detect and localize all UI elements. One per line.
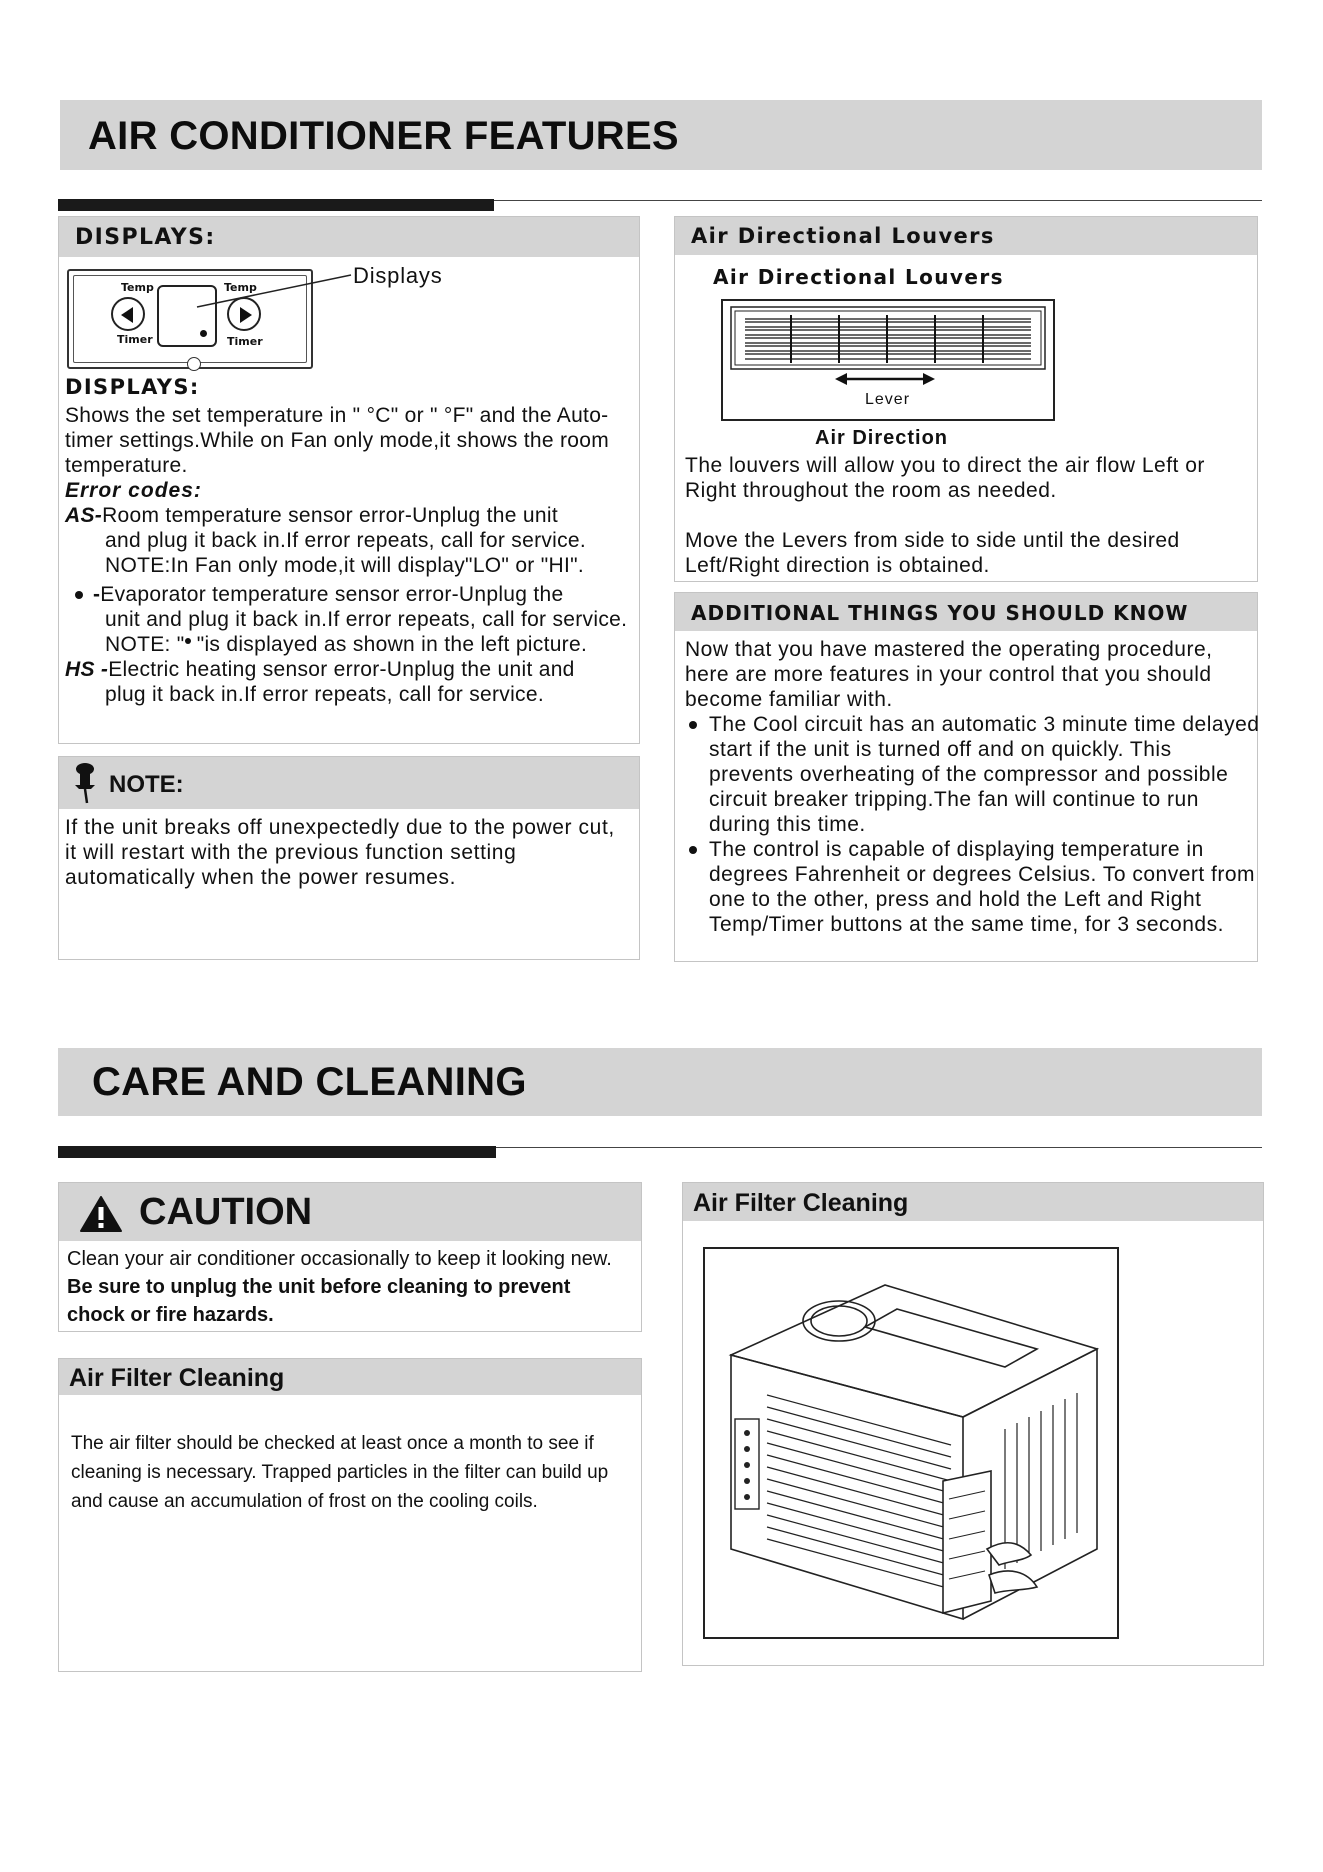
lever-label: Lever bbox=[865, 391, 911, 408]
filter-right-header-label: Air Filter Cleaning bbox=[693, 1189, 909, 1217]
additional-header bbox=[675, 593, 1257, 631]
error-codes-label: Error codes: bbox=[65, 479, 202, 502]
additional-header-label: ADDITIONAL THINGS YOU SHOULD KNOW bbox=[691, 601, 1189, 625]
error-evap bbox=[65, 582, 635, 607]
evap-note-a: NOTE: " bbox=[105, 633, 185, 656]
error-hs-code: HS - bbox=[65, 658, 109, 681]
callout-leader-line bbox=[59, 217, 641, 377]
additional-intro: Now that you have mastered the operating procedure, here are more features in your control that you should become familiar with. bbox=[685, 638, 1213, 711]
filter-left-header-label: Air Filter Cleaning bbox=[69, 1364, 285, 1392]
note-box bbox=[58, 756, 640, 960]
care-section-header bbox=[58, 1048, 1262, 1116]
evap-dot-icon bbox=[75, 591, 83, 599]
error-as bbox=[65, 503, 635, 528]
features-title: AIR CONDITIONER FEATURES bbox=[88, 114, 679, 158]
error-evap-code: - bbox=[93, 583, 101, 606]
caution-header bbox=[59, 1183, 641, 1241]
displays-callout: Displays bbox=[353, 263, 443, 288]
care-rule-thin bbox=[496, 1147, 1262, 1148]
louvers-header-label: Air Directional Louvers bbox=[691, 224, 995, 248]
caution-header-label: CAUTION bbox=[139, 1191, 313, 1233]
error-hs-text: Electric heating sensor error-Unplug the unit and bbox=[108, 658, 575, 681]
caution-text bbox=[67, 1245, 627, 1329]
displays-header-label: DISPLAYS: bbox=[75, 225, 216, 250]
filter-left-header bbox=[59, 1359, 641, 1395]
note-header-label: NOTE: bbox=[109, 771, 184, 798]
note-header bbox=[59, 757, 639, 809]
additional-text bbox=[685, 637, 1261, 937]
caution-text-bold: Be sure to unplug the unit before cleaning to prevent chock or fire hazards. bbox=[67, 1276, 571, 1326]
caution-box bbox=[58, 1182, 642, 1332]
timer-left-label: Timer bbox=[117, 333, 153, 346]
filter-right-header bbox=[683, 1183, 1263, 1221]
warning-icon bbox=[79, 1195, 123, 1233]
error-hs bbox=[65, 657, 635, 682]
error-as-text: Room temperature sensor error-Unplug the unit bbox=[102, 504, 558, 527]
additional-bullet-2: The control is capable of displaying temperature in degrees Fahrenheit or degrees Celsius. To convert from one to the other, press and hold the Left and Right Temp/Timer buttons at the same time, for 3 seconds. bbox=[685, 837, 1261, 937]
note-text: If the unit breaks off unexpectedly due to the power cut, it will restart with the previous function setting automatically when the power resumes. bbox=[65, 816, 615, 889]
louvers-box bbox=[674, 216, 1258, 582]
features-section-header bbox=[60, 100, 1262, 170]
displays-box bbox=[58, 216, 640, 744]
ac-unit-filter-icon bbox=[705, 1249, 1117, 1637]
additional-box bbox=[674, 592, 1258, 962]
temp-left-label: Temp bbox=[121, 281, 154, 294]
filter-left-text: The air filter should be checked at least once a month to see if cleaning is necessary. Trapped particles in the filter can build up and cause an accumulation of frost on the cooling coils. bbox=[71, 1433, 609, 1512]
filter-right-box bbox=[682, 1182, 1264, 1666]
louvers-header bbox=[675, 217, 1257, 255]
displays-description: Shows the set temperature in " °C" or " °F" and the Auto-timer settings.While on Fan only mode,it shows the room temperature. bbox=[65, 404, 610, 477]
ac-unit-illustration bbox=[703, 1247, 1119, 1639]
displays-body bbox=[65, 403, 635, 707]
care-rule-thick bbox=[58, 1146, 496, 1158]
pushpin-icon bbox=[71, 761, 99, 805]
error-as-note: NOTE:In Fan only mode,it will display"LO" or "HI". bbox=[105, 554, 584, 577]
caution-text-plain: Clean your air conditioner occasionally to keep it looking new. bbox=[67, 1248, 612, 1270]
error-as-text2: and plug it back in.If error repeats, call for service. bbox=[105, 529, 587, 552]
features-rule-thick bbox=[58, 199, 494, 211]
care-title: CARE AND CLEANING bbox=[92, 1060, 527, 1104]
temp-right-label: Temp bbox=[224, 281, 257, 294]
louvers-figure-title: Air Directional Louvers bbox=[713, 265, 1004, 289]
louvers-text1: The louvers will allow you to direct the air flow Left or Right throughout the room as needed. bbox=[685, 454, 1205, 502]
features-rule-thin bbox=[494, 200, 1262, 201]
air-direction-caption: Air Direction bbox=[815, 427, 949, 449]
additional-bullet-1: The Cool circuit has an automatic 3 minute time delayed start if the unit is turned off and on quickly. This prevents overheating of the compressor and possible circuit breaker tripping.The fan will continue to run during this time. bbox=[685, 712, 1261, 837]
louver-illustration bbox=[721, 299, 1055, 421]
displays-subheading: DISPLAYS: bbox=[65, 375, 200, 399]
louvers-text bbox=[685, 453, 1255, 578]
filter-left-box bbox=[58, 1358, 642, 1672]
error-as-code: AS- bbox=[65, 504, 103, 527]
timer-right-label: Timer bbox=[227, 335, 263, 348]
error-evap-text: Evaporator temperature sensor error-Unplug the bbox=[100, 583, 564, 606]
error-evap-note bbox=[65, 632, 635, 657]
louvers-text2: Move the Levers from side to side until the desired Left/Right direction is obtained. bbox=[685, 529, 1180, 577]
error-evap-text2: unit and plug it back in.If error repeats, call for service. bbox=[105, 608, 628, 631]
error-hs-text2: plug it back in.If error repeats, call for service. bbox=[105, 683, 544, 706]
evap-note-b: "is displayed as shown in the left picture. bbox=[190, 633, 588, 656]
